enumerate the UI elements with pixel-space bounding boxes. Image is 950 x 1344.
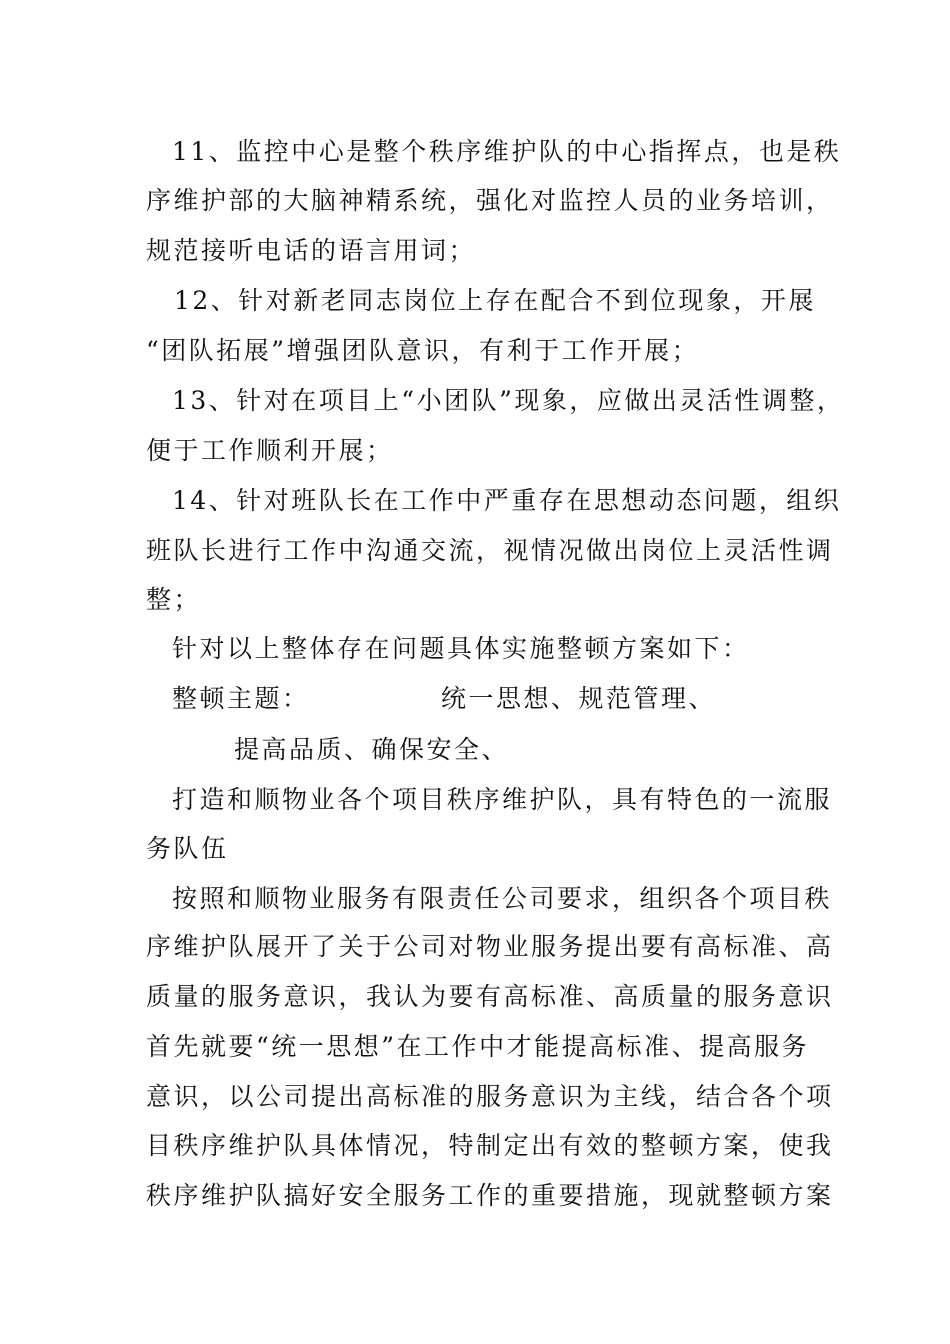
- text-line: 班队长进行工作中沟通交流，视情况做出岗位上灵活性调: [146, 536, 834, 565]
- text-line: 规范接听电话的语言用词；: [146, 236, 477, 265]
- heading-label: 整顿主题：: [172, 684, 310, 713]
- text-line: 务队伍: [146, 834, 229, 863]
- text-line: 14、针对班队长在工作中严重存在思想动态问题，组织: [172, 486, 842, 515]
- text-line: 序维护队展开了关于公司对物业服务提出要有高标准、高: [146, 932, 834, 961]
- text-line: 秩序维护队搞好安全服务工作的重要措施，现就整顿方案: [146, 1181, 834, 1210]
- text-line: 目秩序维护队具体情况，特制定出有效的整顿方案，使我: [146, 1131, 834, 1160]
- text-line: 序维护部的大脑神精系统，强化对监控人员的业务培训，: [146, 186, 834, 215]
- text-line: 意识，以公司提出高标准的服务意识为主线，结合各个项: [146, 1082, 834, 1111]
- heading-text: 提高品质、确保安全、: [234, 735, 510, 764]
- text-line: 针对以上整体存在问题具体实施整顿方案如下：: [172, 634, 750, 663]
- text-line: “团队拓展”增强团队意识，有利于工作开展；: [146, 336, 700, 365]
- text-line: 13、针对在项目上“小团队”现象，应做出灵活性调整，: [172, 386, 845, 415]
- text-line: 便于工作顺利开展；: [146, 436, 394, 465]
- text-line: 按照和顺物业服务有限责任公司要求，组织各个项目秩: [172, 884, 833, 913]
- text-line: 质量的服务意识，我认为要有高标准、高质量的服务意识: [146, 982, 834, 1011]
- heading-text: 统一思想、规范管理、: [441, 684, 717, 713]
- text-line: 11、监控中心是整个秩序维护队的中心指挥点，也是秩: [172, 137, 842, 166]
- text-line: 打造和顺物业各个项目秩序维护队，具有特色的一流服: [172, 785, 833, 814]
- text-line: 整；: [146, 585, 202, 614]
- text-line: 12、针对新老同志岗位上存在配合不到位现象，开展: [174, 286, 816, 315]
- text-line: 首先就要“统一思想”在工作中才能提高标准、提高服务: [146, 1032, 810, 1061]
